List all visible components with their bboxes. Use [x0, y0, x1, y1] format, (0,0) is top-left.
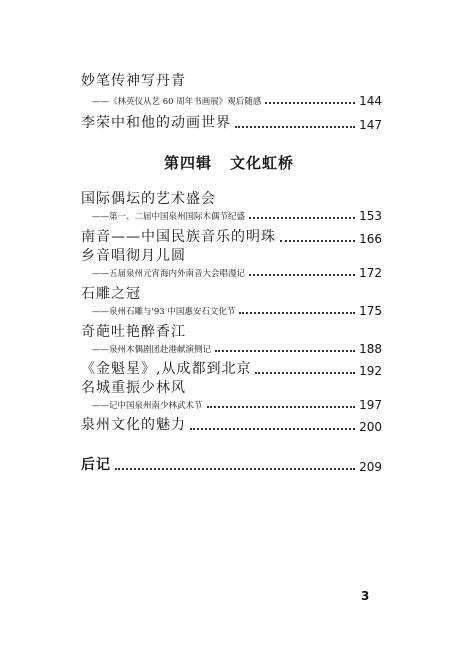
dot-leader	[207, 406, 356, 408]
toc-entry-subtitle: ——记中国泉州南少林武术节	[92, 401, 203, 411]
toc-entry	[92, 304, 382, 318]
section-name: 文化虹桥	[230, 154, 295, 172]
toc-entry	[81, 228, 382, 246]
page-number: 147	[359, 118, 382, 132]
toc-entry-subtitle: ——泉州石雕与'93 中国惠安石文化节	[92, 307, 236, 317]
toc-entry	[92, 209, 382, 223]
toc-entry	[92, 398, 382, 412]
toc-entry	[92, 94, 382, 108]
toc-entry-afterword	[81, 456, 382, 474]
toc-entry-subtitle: ——泉州木偶剧团赴港献演侧记	[92, 345, 212, 355]
page-number: 144	[359, 94, 382, 108]
toc-entry	[92, 342, 382, 356]
page-number: 192	[359, 364, 382, 378]
toc-entry	[81, 114, 382, 132]
toc-entry-title: 乡音唱彻月儿圆	[81, 248, 186, 264]
toc-entry-subtitle: ——第一、二届中国泉州国际木偶节纪盛	[92, 212, 246, 222]
toc-entry-subtitle: ——五届泉州元宵海内外南音大会唱漫记	[92, 269, 246, 279]
dot-leader	[239, 312, 355, 314]
page-number: 197	[359, 398, 382, 412]
toc-entry-title: 国际偶坛的艺术盛会	[81, 191, 216, 207]
toc-entry-title: 《金魁星》,从成都到北京	[81, 361, 252, 377]
toc-entry-title: 后记	[81, 457, 111, 473]
page-number: 172	[359, 266, 382, 280]
folio-page-number: 3	[361, 589, 370, 603]
dot-leader	[249, 274, 355, 276]
dot-leader	[249, 217, 355, 219]
dot-leader	[280, 240, 355, 242]
page-number: 209	[359, 460, 382, 474]
page-number: 200	[359, 420, 382, 434]
page-number: 175	[359, 304, 382, 318]
section-heading	[164, 152, 294, 173]
toc-entry	[81, 360, 382, 378]
toc-entry-title: 李荣中和他的动画世界	[81, 115, 231, 131]
page-number: 188	[359, 342, 382, 356]
dot-leader	[215, 350, 355, 352]
toc-entry-subtitle: ——《林英仪从艺 60 周年书画展》观后随感	[92, 97, 262, 107]
dot-leader	[255, 372, 355, 374]
toc-entry-title: 南音——中国民族音乐的明珠	[81, 229, 276, 245]
dot-leader	[115, 468, 355, 470]
toc-entry	[81, 416, 382, 434]
page-number: 153	[359, 209, 382, 223]
dot-leader	[235, 126, 355, 128]
toc-entry-title: 泉州文化的魅力	[81, 417, 186, 433]
section-label: 第四辑	[164, 154, 213, 172]
dot-leader	[265, 102, 355, 104]
dot-leader	[190, 428, 355, 430]
toc-entry	[92, 266, 382, 280]
toc-entry-title: 奇葩吐艳醉香江	[81, 324, 186, 340]
toc-entry-title: 妙笔传神写丹青	[81, 73, 186, 89]
toc-entry-title: 石雕之冠	[81, 286, 141, 302]
page-number: 166	[359, 232, 382, 246]
toc-entry-title: 名城重振少林风	[81, 380, 186, 396]
